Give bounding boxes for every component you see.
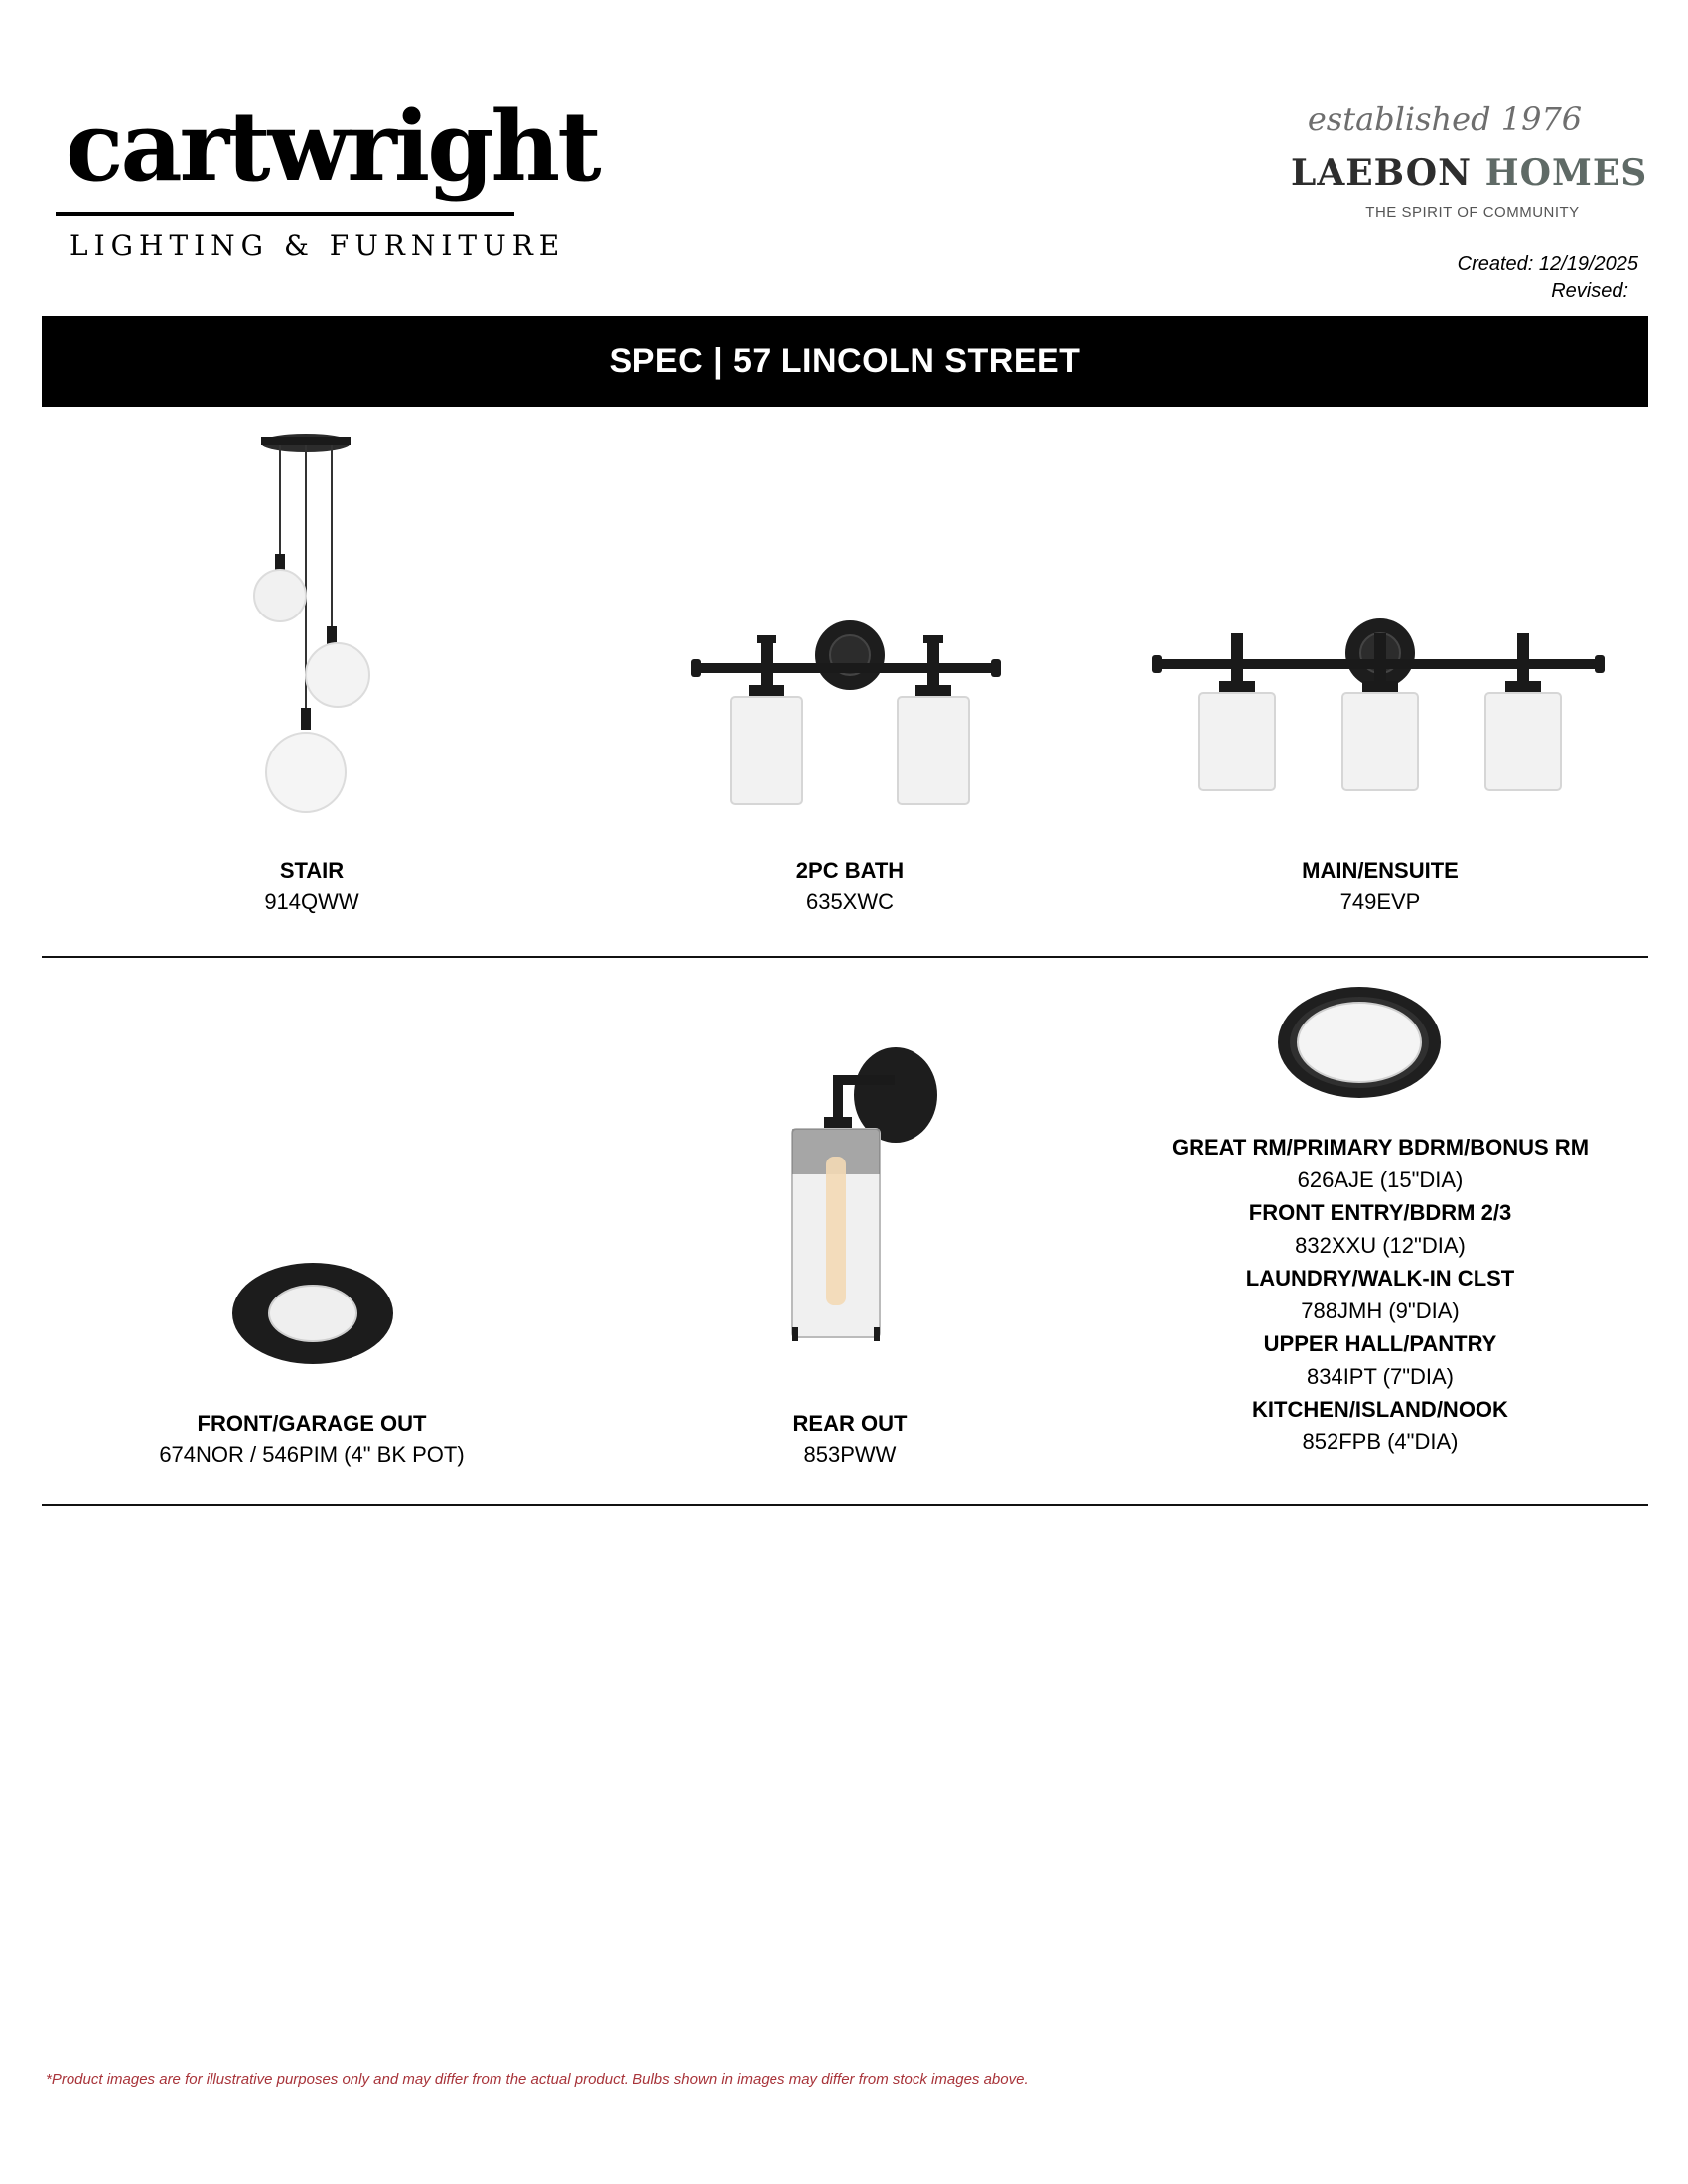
laebon-tagline: THE SPIRIT OF COMMUNITY xyxy=(1365,205,1580,221)
room-label: UPPER HALL/PANTRY xyxy=(1263,1331,1497,1356)
section-divider xyxy=(42,956,1648,958)
laebon-name-part2: HOMES xyxy=(1484,152,1648,194)
pot-light-icon xyxy=(230,1261,395,1366)
product-code: 852FPB (4"DIA) xyxy=(1302,1430,1459,1454)
laebon-logo-name xyxy=(1291,152,1648,194)
title-banner xyxy=(42,316,1648,407)
spec-item-stair xyxy=(64,860,560,913)
flush-mount-icon xyxy=(1275,983,1444,1102)
pendant-cluster-icon xyxy=(220,425,419,832)
logo-divider xyxy=(56,212,514,216)
flush-mount-spec-list xyxy=(1132,1137,1628,1453)
room-label: FRONT ENTRY/BDRM 2/3 xyxy=(1248,1200,1512,1225)
two-light-vanity-icon xyxy=(691,614,1009,812)
laebon-established: established 1976 xyxy=(1307,100,1583,138)
product-code: 834IPT (7"DIA) xyxy=(1306,1364,1455,1389)
section-divider xyxy=(42,1504,1648,1506)
room-label: STAIR xyxy=(279,858,345,883)
cartwright-logo-wordmark: cartwright xyxy=(66,90,599,203)
spec-item-main-ensuite xyxy=(1132,860,1628,913)
room-label: MAIN/ENSUITE xyxy=(1302,858,1459,883)
wall-sconce-icon xyxy=(788,1047,957,1345)
room-label: REAR OUT xyxy=(792,1411,908,1435)
room-label: KITCHEN/ISLAND/NOOK xyxy=(1252,1397,1508,1422)
room-label: FRONT/GARAGE OUT xyxy=(197,1411,427,1435)
room-label: 2PC BATH xyxy=(795,858,905,883)
cartwright-logo-subline: LIGHTING & FURNITURE xyxy=(70,229,566,262)
product-code: 674NOR / 546PIM (4" BK POT) xyxy=(159,1442,465,1467)
room-label: LAUNDRY/WALK-IN CLST xyxy=(1245,1266,1515,1291)
spec-item-rear-out xyxy=(602,1413,1098,1466)
page-title: SPEC | 57 LINCOLN STREET xyxy=(609,341,1081,380)
three-light-vanity-icon xyxy=(1152,614,1609,802)
room-label: GREAT RM/PRIMARY BDRM/BONUS RM xyxy=(1171,1135,1590,1160)
laebon-name-part1: LAEBON xyxy=(1291,152,1473,194)
product-code: 626AJE (15"DIA) xyxy=(1297,1167,1464,1192)
product-code: 914QWW xyxy=(264,889,359,914)
product-code: 832XXU (12"DIA) xyxy=(1295,1233,1466,1258)
product-code: 853PWW xyxy=(803,1442,897,1467)
created-date: Created: 12/19/2025 xyxy=(1457,253,1638,275)
product-code: 788JMH (9"DIA) xyxy=(1301,1298,1460,1323)
spec-item-2pc-bath xyxy=(602,860,1098,913)
spec-item-front-garage-out xyxy=(64,1413,560,1466)
product-code: 635XWC xyxy=(805,889,895,914)
revised-date: Revised: xyxy=(1551,280,1628,302)
disclaimer-footnote: *Product images are for illustrative purposes only and may differ from the actual product. Bulbs shown in images may differ from stock images above. xyxy=(46,2071,1029,2088)
product-code: 749EVP xyxy=(1339,889,1421,914)
